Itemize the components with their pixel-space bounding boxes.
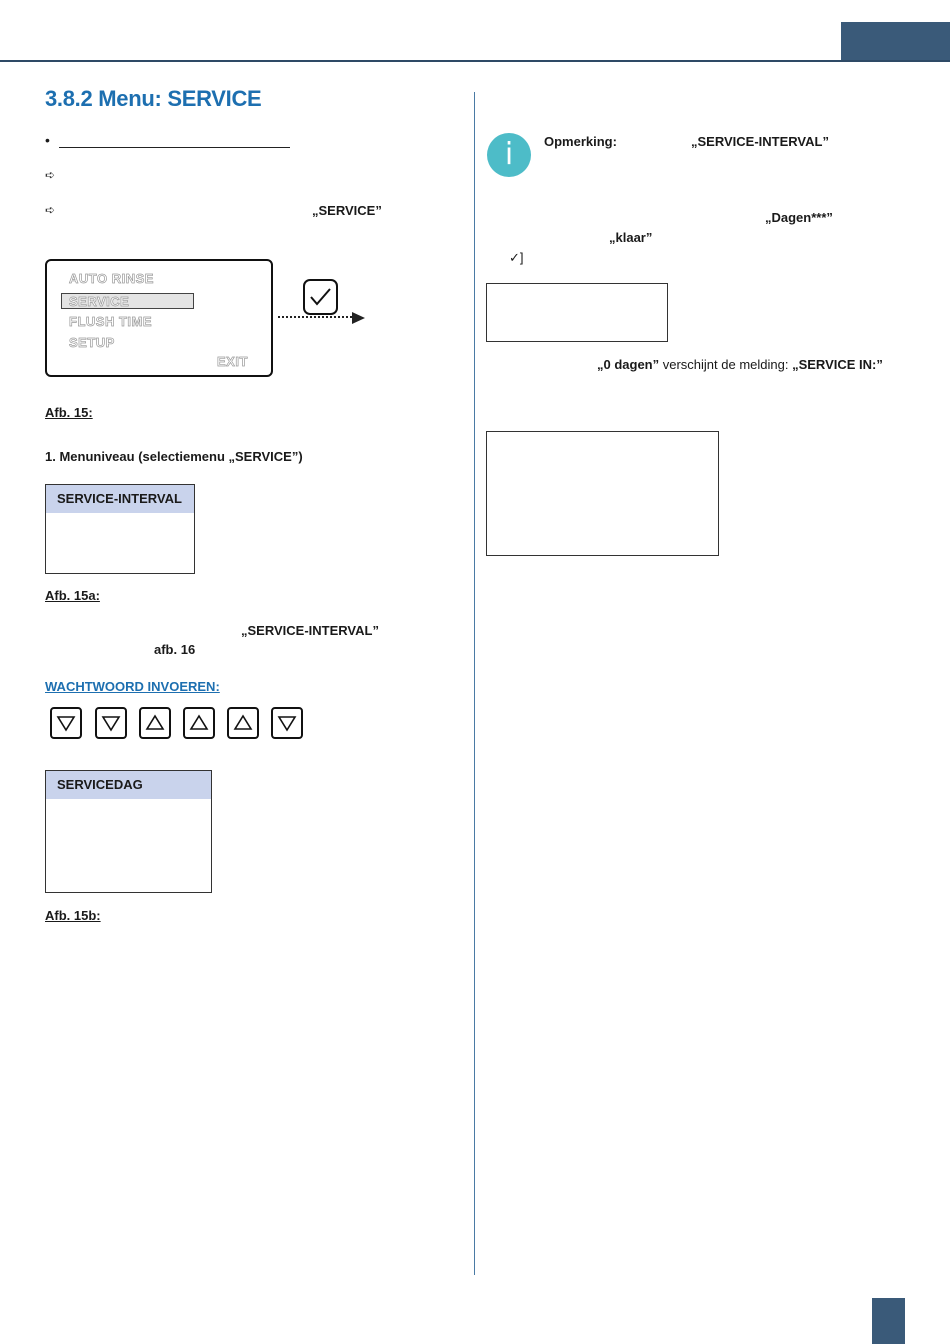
confirm-check-button bbox=[303, 279, 338, 315]
lcd-item-exit: EXIT bbox=[217, 354, 248, 369]
page-number-tab bbox=[872, 1298, 905, 1344]
section-heading: 3.8.2 Menu: SERVICE bbox=[45, 86, 262, 111]
header-tab bbox=[841, 22, 950, 60]
note-check-bracket: ✓] bbox=[509, 250, 524, 265]
display-box-small bbox=[486, 283, 668, 342]
note-service-interval: „SERVICE-INTERVAL” bbox=[691, 134, 829, 149]
key-down-icon bbox=[271, 707, 303, 739]
menu-level-label: 1. Menuniveau (selectiemenu „SERVICE”) bbox=[45, 449, 303, 464]
figure-reference: afb. 16 bbox=[154, 642, 196, 657]
service-in: „SERVICE IN:” bbox=[792, 357, 883, 372]
key-up-icon bbox=[183, 707, 215, 739]
bullet: • bbox=[45, 132, 50, 148]
lcd-item-flush-time: FLUSH TIME bbox=[69, 314, 152, 329]
servicedag-header: SERVICEDAG bbox=[46, 771, 211, 799]
service-quote: „SERVICE” bbox=[312, 203, 382, 218]
arrow-bullet-icon: ➪ bbox=[45, 203, 56, 217]
header-rule bbox=[0, 60, 950, 62]
key-down-icon bbox=[95, 707, 127, 739]
key-up-icon bbox=[139, 707, 171, 739]
key-down-icon bbox=[50, 707, 82, 739]
zero-days-sentence bbox=[597, 357, 883, 372]
display-box-large bbox=[486, 431, 719, 556]
arrow-bullet-icon: ➪ bbox=[45, 168, 56, 182]
lcd-item-auto-rinse: AUTO RINSE bbox=[69, 271, 154, 286]
caption-afb-15a: Afb. 15a: bbox=[45, 588, 100, 603]
lcd-item-service: SERVICE bbox=[69, 294, 130, 309]
blank-underline bbox=[59, 147, 290, 148]
service-interval-box bbox=[45, 484, 195, 574]
info-icon: i bbox=[487, 133, 531, 177]
service-interval-header: SERVICE-INTERVAL bbox=[46, 485, 194, 513]
password-heading: WACHTWOORD INVOEREN: bbox=[45, 679, 220, 694]
note-label: Opmerking: bbox=[544, 134, 617, 149]
note-klaar: „klaar” bbox=[609, 230, 653, 245]
caption-afb-15b: Afb. 15b: bbox=[45, 908, 101, 923]
note-dagen: „Dagen***” bbox=[765, 210, 833, 225]
key-up-icon bbox=[227, 707, 259, 739]
caption-afb-15: Afb. 15: bbox=[45, 405, 93, 420]
service-interval-quote: „SERVICE-INTERVAL” bbox=[241, 623, 379, 638]
sentence-middle: verschijnt de melding: bbox=[659, 357, 793, 372]
column-divider bbox=[474, 92, 475, 1275]
arrow-head-icon bbox=[352, 312, 365, 324]
lcd-menu-display bbox=[45, 259, 273, 377]
servicedag-box bbox=[45, 770, 212, 893]
lcd-item-setup: SETUP bbox=[69, 335, 115, 350]
dotted-arrow-line bbox=[278, 316, 352, 318]
checkmark-icon bbox=[305, 281, 336, 313]
zero-days: „0 dagen” bbox=[597, 357, 660, 372]
